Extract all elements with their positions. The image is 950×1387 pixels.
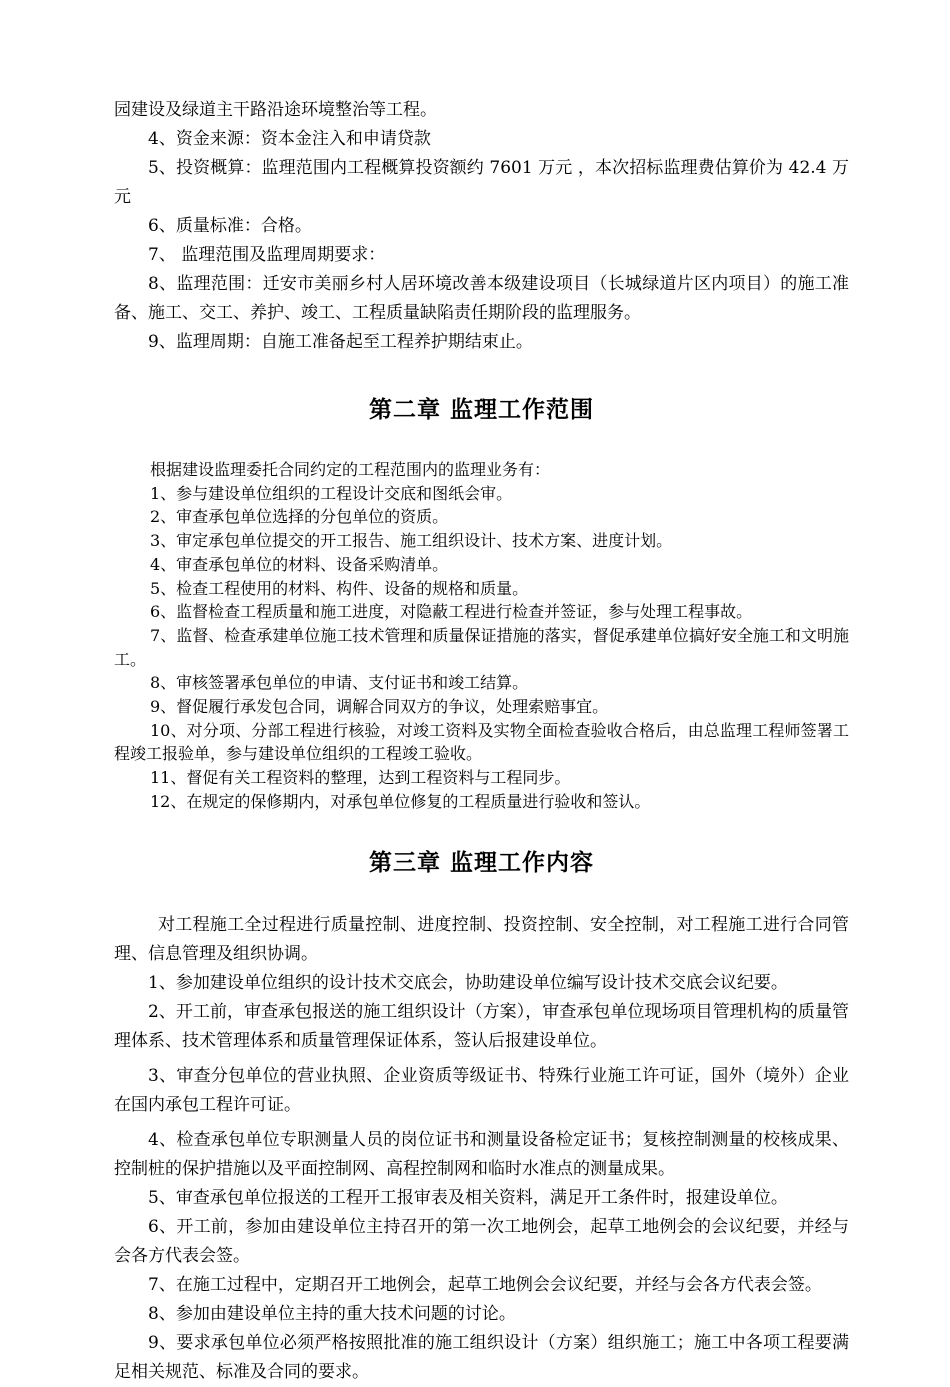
scope-item: 8、审核签署承包单位的申请、支付证书和竣工结算。 [150,673,529,693]
chapter-3-body [114,911,849,1387]
document-page [114,96,849,1387]
scope-item: 10、对分项、分部工程进行核验，对竣工资料及实物全面检查验收合格后，由总监理工程师签署工程竣工报验单，参与建设单位组织的工程竣工验收。 [114,720,849,764]
scope-item: 11、督促有关工程资料的整理，达到工程资料与工程同步。 [150,768,571,788]
scope-item: 4、审查承包单位的材料、设备采购清单。 [150,554,449,574]
chapter-2-title: 第二章 监理工作范围 [368,397,594,423]
scope-item: 6、监督检查工程质量和施工进度，对隐蔽工程进行检查并签证，参与处理工程事故。 [150,602,753,622]
content-paragraph: 对工程施工全过程进行质量控制、进度控制、投资控制、安全控制，对工程施工进行合同管理、信息管理及组织协调。 [114,914,849,964]
content-item: 6、开工前，参加由建设单位主持召开的第一次工地例会，起草工地例会的会议纪要，并经与会各方代表会签。 [114,1216,849,1266]
project-overview-section [114,96,849,357]
content-item: 4、检查承包单位专职测量人员的岗位证书和测量设备检定证书；复核控制测量的校核成果、控制桩的保护措施以及平面控制网、高程控制网和临时水准点的测量成果。 [114,1129,849,1179]
overview-line: 9、监理周期：自施工准备起至工程养护期结束止。 [148,332,533,352]
content-item: 1、参加建设单位组织的设计技术交底会，协助建设单位编写设计技术交底会议纪要。 [148,972,788,993]
content-item: 7、在施工过程中，定期召开工地例会，起草工地例会会议纪要，并经与会各方代表会签。 [148,1274,822,1295]
scope-paragraph: 根据建设监理委托合同约定的工程范围内的监理业务有： [150,460,551,479]
chapter-2-body [114,458,849,814]
overview-line: 4、资金来源：资本金注入和申请贷款 [148,129,431,149]
content-item: 8、参加由建设单位主持的重大技术问题的讨论。 [148,1303,516,1324]
content-item: 9、要求承包单位必须严格按照批准的施工组织设计（方案）组织施工；施工中各项工程要满足相关规范、标准及合同的要求。 [114,1332,849,1382]
scope-item: 3、审定承包单位提交的开工报告、施工组织设计、技术方案、进度计划。 [150,531,673,551]
overview-line: 6、质量标准：合格。 [148,216,312,236]
overview-line: 5、投资概算：监理范围内工程概算投资额约 7601 万元 ，本次招标监理费估算价为 42.4 万元 [114,158,849,207]
scope-item: 7、监督、检查承建单位施工技术管理和质量保证措施的落实，督促承建单位搞好安全施工和文明施工。 [114,625,849,669]
scope-item: 2、审查承包单位选择的分包单位的资质。 [150,507,449,527]
scope-item: 5、检查工程使用的材料、构件、设备的规格和质量。 [150,578,529,598]
content-item: 5、审查承包单位报送的工程开工报审表及相关资料，满足开工条件时，报建设单位。 [148,1187,788,1208]
overview-line: 8、监理范围：迁安市美丽乡村人居环境改善本级建设项目（长城绿道片区内项目）的施工准备、施工、交工、养护、竣工、工程质量缺陷责任期阶段的监理服务。 [114,274,849,323]
scope-item: 9、督促履行承发包合同，调解合同双方的争议，处理索赔事宜。 [150,697,609,717]
overview-line: 7、 监理范围及监理周期要求： [148,245,386,265]
content-item: 2、开工前，审查承包报送的施工组织设计（方案），审查承包单位现场项目管理机构的质量管理体系、技术管理体系和质量管理保证体系，签认后报建设单位。 [114,1001,849,1051]
content-item: 3、审查分包单位的营业执照、企业资质等级证书、特殊行业施工许可证，国外（境外）企业在国内承包工程许可证。 [114,1065,849,1115]
scope-item: 1、参与建设单位组织的工程设计交底和图纸会审。 [150,483,513,503]
chapter-3-title: 第三章 监理工作内容 [368,849,594,876]
overview-line: 园建设及绿道主干路沿途环境整治等工程。 [114,100,437,120]
scope-item: 12、在规定的保修期内，对承包单位修复的工程质量进行验收和签认。 [150,791,651,811]
